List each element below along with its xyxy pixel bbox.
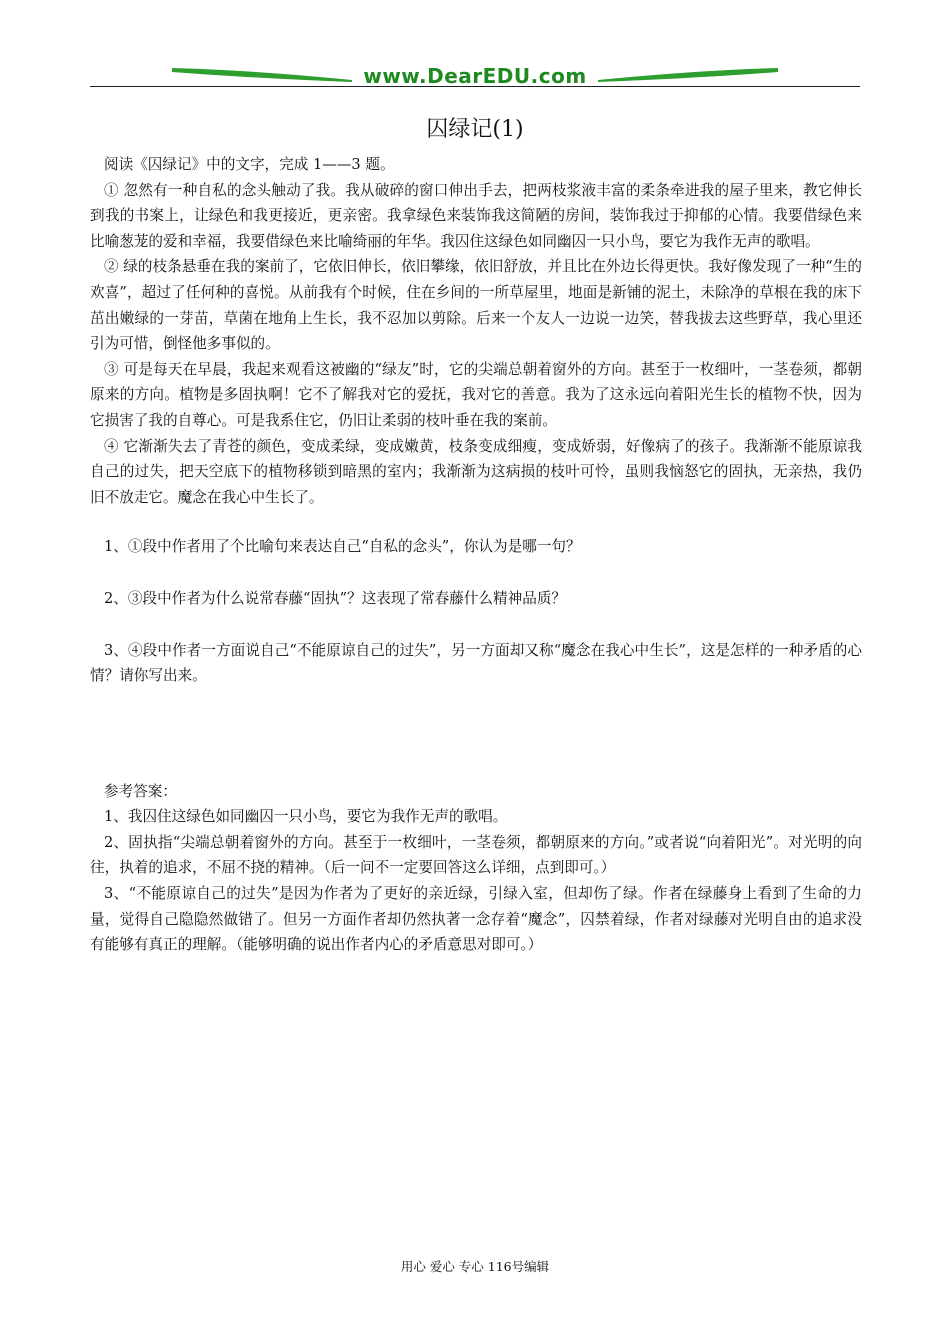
answer-2: 2、固执指“尖端总朝着窗外的方向。甚至于一枚细叶，一茎卷须，都朝原来的方向。”或者说“向着阳光”。对光明的向往，执着的追求，不屈不挠的精神。（后一问不一定要回答这么详细，点到即可。）	[90, 833, 862, 877]
passage-paragraph-2: ② 绿的枝条悬垂在我的案前了，它依旧伸长，依旧攀缘，依旧舒放，并且比在外边长得更快。我好像发现了一种“生的欢喜”，超过了任何种的喜悦。从前我有个时候，住在乡间的一所草屋里，地面是新铺的泥土，未除净的草根在我的床下茁出嫩绿的一芽苗，草菌在地角上生长，我不忍加以剪除。后来一个友人一边说一边笑，替我拔去这些野草，我心里还引为可惜，倒怪他多事似的。	[90, 258, 862, 353]
passage-paragraph-4: ④ 它渐渐失去了青苍的颜色，变成柔绿，变成嫩黄，枝条变成细瘦，变成娇弱，好像病了的孩子。我渐渐不能原谅我自己的过失，把天空底下的植物移锁到暗黑的室内；我渐渐为这病损的枝叶可怜，虽则我恼怒它的固执，无亲热，我仍旧不放走它。魔念在我心中生长了。	[90, 437, 862, 506]
page-title: 囚绿记(1)	[426, 117, 524, 142]
question-1: 1、①段中作者用了个比喻句来表达自己“自私的念头”，你认为是哪一句？	[104, 538, 581, 556]
page-footer: 用心 爱心 专心 116号编辑	[400, 1259, 550, 1274]
site-header	[90, 62, 860, 90]
answer-1: 1、我囚住这绿色如同幽囚一只小鸟，要它为我作无声的歌唱。	[104, 808, 508, 826]
question-2: 2、③段中作者为什么说常春藤“固执”？这表现了常春藤什么精神品质？	[104, 589, 567, 607]
site-url-logo-text: www.DearEDU.com	[363, 64, 587, 88]
answer-3: 3、“不能原谅自己的过失”是因为作者为了更好的亲近绿，引绿入室，但却伤了绿。作者在绿藤身上看到了生命的力量，觉得自己隐隐然做错了。但另一方面作者却仍然执著一念存着“魔念”，囚禁着绿，作者对绿藤对光明自由的追求没有能够有真正的理解。（能够明确的说出作者内心的矛盾意思对即可。）	[90, 885, 862, 954]
passage-paragraph-3: ③ 可是每天在早晨，我起来观看这被幽的“绿友”时，它的尖端总朝着窗外的方向。甚至于一枚细叶，一茎卷须，都朝原来的方向。植物是多固执啊！它不了解我对它的爱抚，我对它的善意。我为了这永远向着阳光生长的植物不快，因为它损害了我的自尊心。可是我系住它，仍旧让柔弱的枝叶垂在我的案前。	[90, 360, 862, 429]
answers-heading: 参考答案：	[104, 782, 177, 800]
header-rule	[90, 86, 860, 87]
document-body	[90, 152, 862, 958]
passage-paragraph-1: ① 忽然有一种自私的念头触动了我。我从破碎的窗口伸出手去，把两枝浆液丰富的柔条牵进我的屋子里来，教它伸长到我的书案上，让绿色和我更接近，更亲密。我拿绿色来装饰我这简陋的房间，装饰我过于抑郁的心情。我要借绿色来比喻葱茏的爱和幸福，我要借绿色来比喻绮丽的年华。我囚住这绿色如同幽囚一只小鸟，要它为我作无声的歌唱。	[90, 181, 862, 250]
reading-intro: 阅读《囚绿记》中的文字，完成 1——3 题。	[104, 156, 395, 173]
question-3: 3、④段中作者一方面说自己“不能原谅自己的过失”，另一方面却又称“魔念在我心中生长”，这是怎样的一种矛盾的心情？请你写出来。	[90, 641, 862, 685]
